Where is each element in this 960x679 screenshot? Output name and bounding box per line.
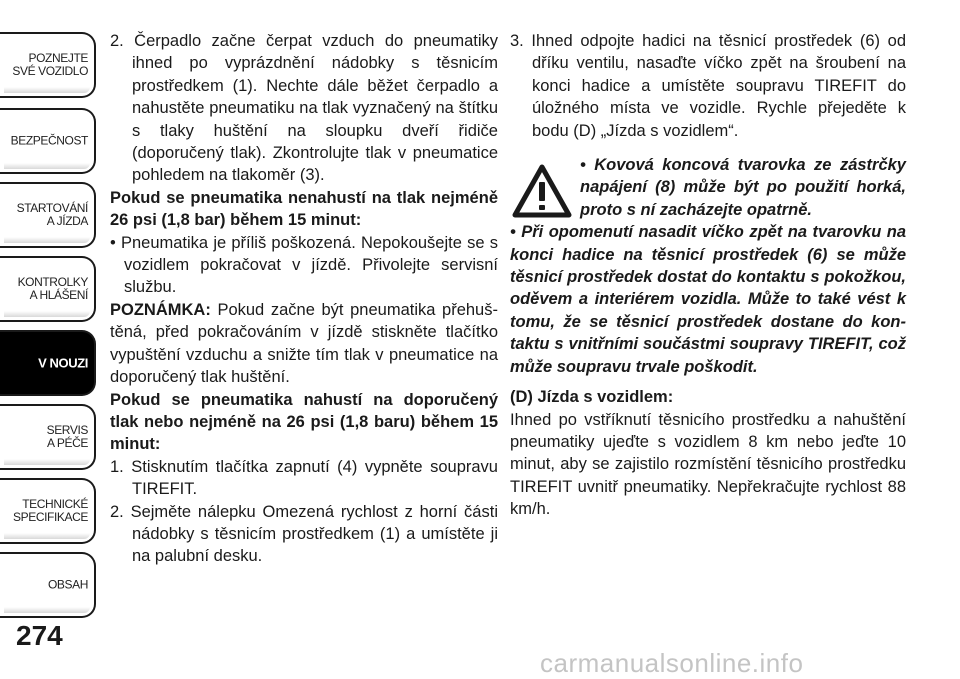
tab-bezpecnost[interactable]	[0, 108, 96, 174]
tab-startovani-a-jizda[interactable]	[0, 182, 96, 248]
right-column	[510, 30, 906, 521]
step-1-paragraph: 1. Stisknutím tlačítka zapnutí (4) vypněte soupravu TIREFIT.	[110, 457, 498, 499]
warning-triangle-icon	[512, 164, 572, 218]
heading-not-inflated: Pokud se pneumatika nenahustí na tlak nejméně 26 psi (1,8 bar) během 15 minut:	[110, 188, 498, 230]
tab-label: SERVIS A PÉČE	[46, 423, 88, 450]
tab-poznejte-sve-vozidlo[interactable]	[0, 32, 96, 98]
tab-servis-a-pece[interactable]	[0, 404, 96, 470]
note-label: POZNÁMKA:	[110, 300, 211, 319]
driving-paragraph: Ihned po vstříknutí těsnicího prostředku a nahuštění pneumatiky ujeďte s vozidlem 8 km nebo jeďte 10 minut, aby se zajistilo rozmístění těsnicího prostředku TIREFIT uvnitř pneumatiky. Nepřekračujte rychlost 88 km/h.	[510, 410, 906, 519]
left-column	[110, 30, 498, 568]
step-2-paragraph: 2. Čerpadlo začne čerpat vzduch do pneumatiky ihned po vyprázdnění nádobky s těsnicím prostředkem (1). Nechte dále běžet čerpadlo a nahustěte pneumatiku na tlak vyznačený na štítku s tlaky huštění na sloupku dveří řidiče (doporučený tlak). Zkontrolujte tlak v pneumatice pohledem na tlakoměr (3).	[110, 32, 498, 185]
step-3-paragraph: 3. Ihned odpojte hadici na těsnicí prostředek (6) od dříku ventilu, nasaďte víčko zpět na šroubení na konci hadice a umístěte soupravu TIREFIT do úložného místa ve vozidle. Rychle přejeděte k bodu (D) „Jízda s vozidlem“.	[510, 32, 906, 140]
sidebar	[0, 0, 100, 678]
tab-v-nouzi[interactable]	[0, 330, 96, 396]
note-paragraph	[110, 299, 498, 389]
watermark: carmanualsonline.info	[540, 648, 804, 678]
heading-inflated: Pokud se pneumatika nahustí na doporučený tlak nebo nejméně na 26 psi (1,8 baru) během 15 minut:	[110, 390, 498, 454]
warning-box	[510, 154, 906, 378]
tab-label: OBSAH	[47, 577, 88, 592]
warning-hot-connector: • Kovová koncová tvarovka ze zástrčky napájení (8) může být po použití horká, proto s ní zacházejte opatrně.	[580, 156, 906, 219]
tab-label: BEZPEČNOST	[10, 133, 88, 148]
tab-label: TECHNICKÉ SPECIFIKACE	[13, 497, 88, 524]
bullet-tire-damaged: • Pneumatika je příliš poškozená. Nepokoušejte se s vozidlem pokračovat v jízdě. Přivolejte servisní službu.	[110, 233, 498, 297]
tab-label: KONTROLKY A HLÁŠENÍ	[17, 275, 88, 302]
tab-obsah[interactable]	[0, 552, 96, 618]
note-text: Pokud začne být pneumatika přehuštěná, před pokračováním v jízdě stiskněte tlačítko vypuštění vzduchu a snižte tím tlak v pneumatice na doporučený tlak huštění.	[110, 300, 498, 387]
tab-label: V NOUZI	[38, 355, 88, 371]
heading-driving: (D) Jízda s vozidlem:	[510, 388, 674, 407]
tab-label: POZNEJTE SVÉ VOZIDLO	[12, 51, 88, 78]
tab-kontrolky-a-hlaseni[interactable]	[0, 256, 96, 322]
tab-label: STARTOVÁNÍ A JÍZDA	[16, 201, 88, 228]
page-number: 274	[16, 620, 63, 651]
step-2b-paragraph: 2. Sejměte nálepku Omezená rychlost z horní části nádobky s těsnicím prostředkem (1) a umístěte ji na palubní desku.	[110, 502, 498, 566]
tab-technicke-specifikace[interactable]	[0, 478, 96, 544]
warning-cap-sealant: • Při opomenutí nasadit víčko zpět na tvarovku na konci hadice na těsnicí prostředek (6) se může těsnicí prostředek dostat do kontaktu s pokožkou, oděvem a interiérem vozidla. Může to také vést k tomu, že se těsnicí prostředek dostane do kontaktu s vnitřními součástmi soupravy TIREFIT, což může soupravu trvale poškodit.	[510, 223, 906, 376]
